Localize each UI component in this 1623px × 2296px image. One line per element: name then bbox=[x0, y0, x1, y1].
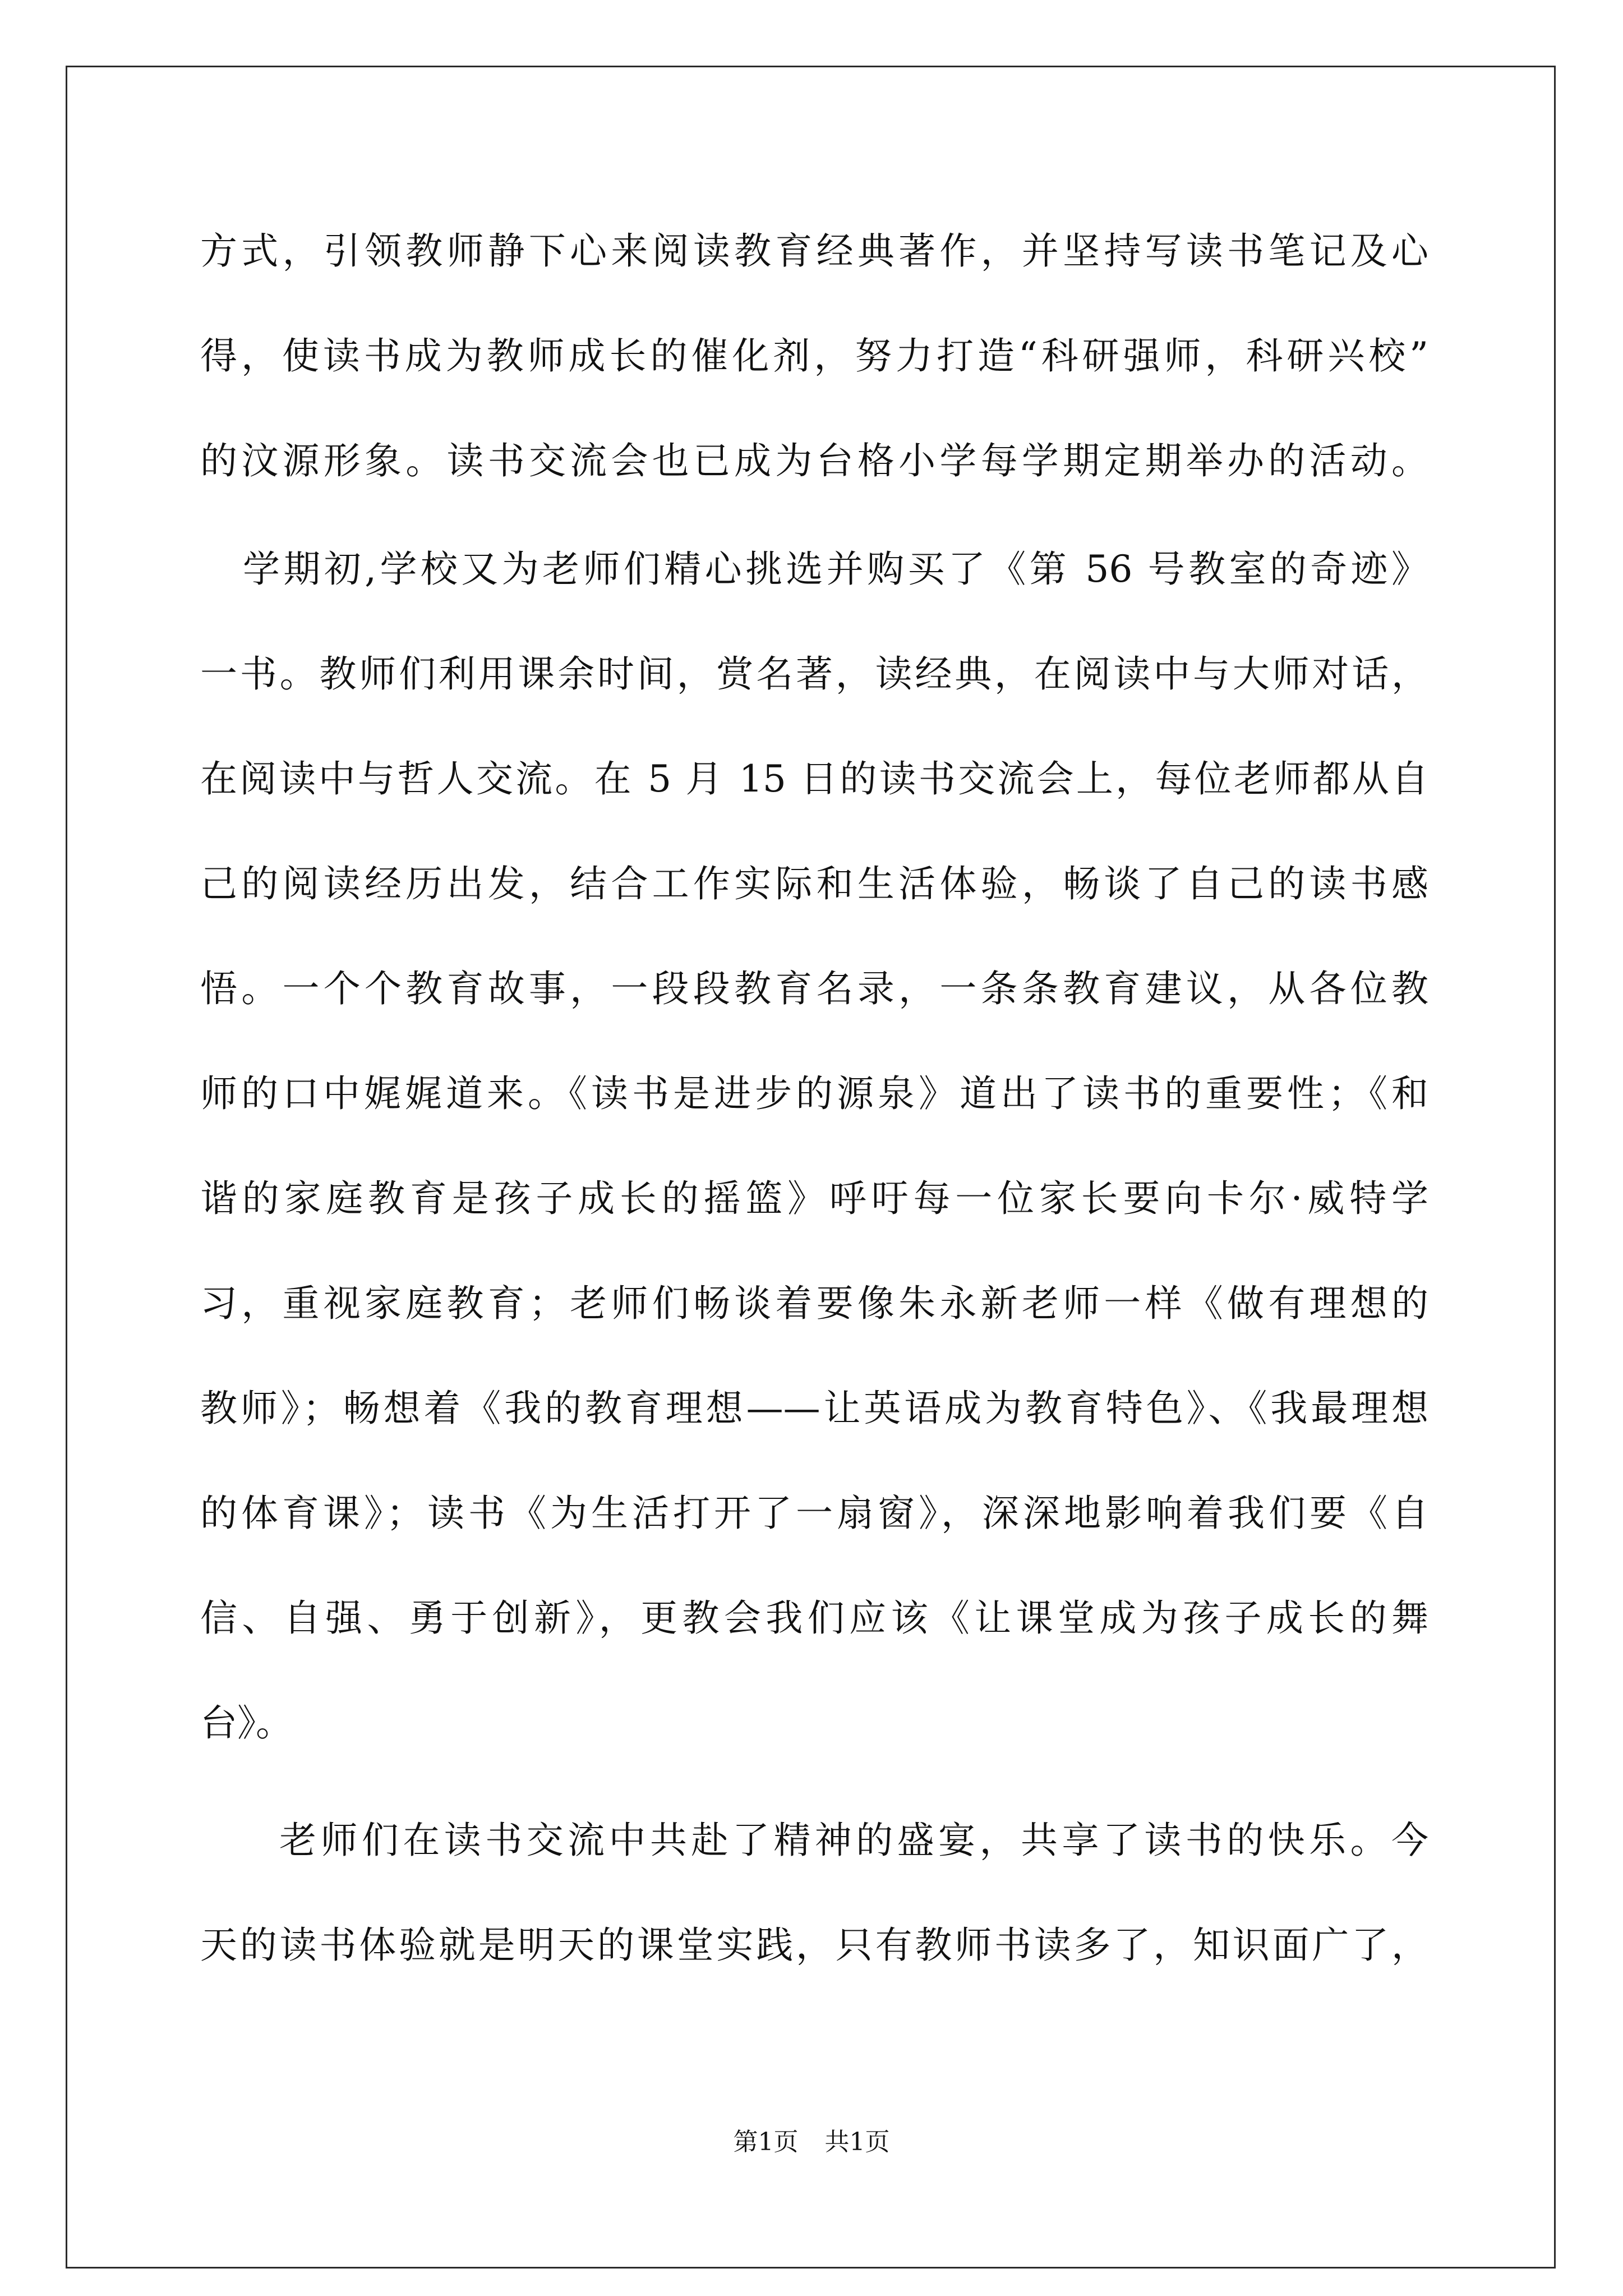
text-line: 师的口中娓娓道来。《读书是进步的源泉》道出了读书的重要性；《和 bbox=[200, 1072, 1428, 1115]
text-line: 谐的家庭教育是孩子成长的摇篮》呼吁每一位家长要向卡尔·威特学 bbox=[200, 1177, 1428, 1220]
text-line: 方式，引领教师静下心来阅读教育经典著作，并坚持写读书笔记及心 bbox=[200, 229, 1428, 273]
text-line: 己的阅读经历出发，结合工作实际和生活体验，畅谈了自己的读书感 bbox=[200, 862, 1428, 905]
text-line: 信、自强、勇于创新》，更教会我们应该《让课堂成为孩子成长的舞 bbox=[200, 1596, 1428, 1640]
text-line: 天的读书体验就是明天的课堂实践，只有教师书读多了，知识面广了， bbox=[200, 1924, 1428, 1967]
page-number: 第1页 bbox=[733, 2128, 799, 2156]
text-line: 的体育课》；读书《为生活打开了一扇窗》，深深地影响着我们要《自 bbox=[200, 1492, 1428, 1535]
page-footer bbox=[0, 2125, 1623, 2159]
text-line: 教师》；畅想着《我的教育理想——让英语成为教育特色》、《我最理想 bbox=[200, 1387, 1428, 1430]
text-line: 学期初,学校又为老师们精心挑选并购买了《第 56 号教室的奇迹》 bbox=[243, 547, 1428, 591]
document-body bbox=[200, 199, 1428, 1998]
text-line: 悟。一个个教育故事，一段段教育名录，一条条教育建议，从各位教 bbox=[200, 967, 1428, 1010]
text-line: 老师们在读书交流中共赴了精神的盛宴，共享了读书的快乐。今 bbox=[279, 1819, 1428, 1862]
text-line: 的汶源形象。读书交流会也已成为台格小学每学期定期举办的活动。 bbox=[200, 439, 1428, 482]
text-line: 台》。 bbox=[200, 1701, 293, 1745]
text-line: 一书。教师们利用课余时间，赏名著，读经典，在阅读中与大师对话， bbox=[200, 652, 1428, 696]
text-line: 习，重视家庭教育；老师们畅谈着要像朱永新老师一样《做有理想的 bbox=[200, 1282, 1428, 1325]
paragraph-1 bbox=[200, 199, 1428, 513]
paragraph-3 bbox=[200, 1788, 1428, 1998]
paragraph-2 bbox=[200, 517, 1428, 1775]
text-line: 在阅读中与哲人交流。在 5 月 15 日的读书交流会上，每位老师都从自 bbox=[200, 757, 1428, 800]
text-line: 得，使读书成为教师成长的催化剂，努力打造“科研强师，科研兴校” bbox=[200, 334, 1428, 378]
page-total: 共1页 bbox=[824, 2128, 890, 2156]
